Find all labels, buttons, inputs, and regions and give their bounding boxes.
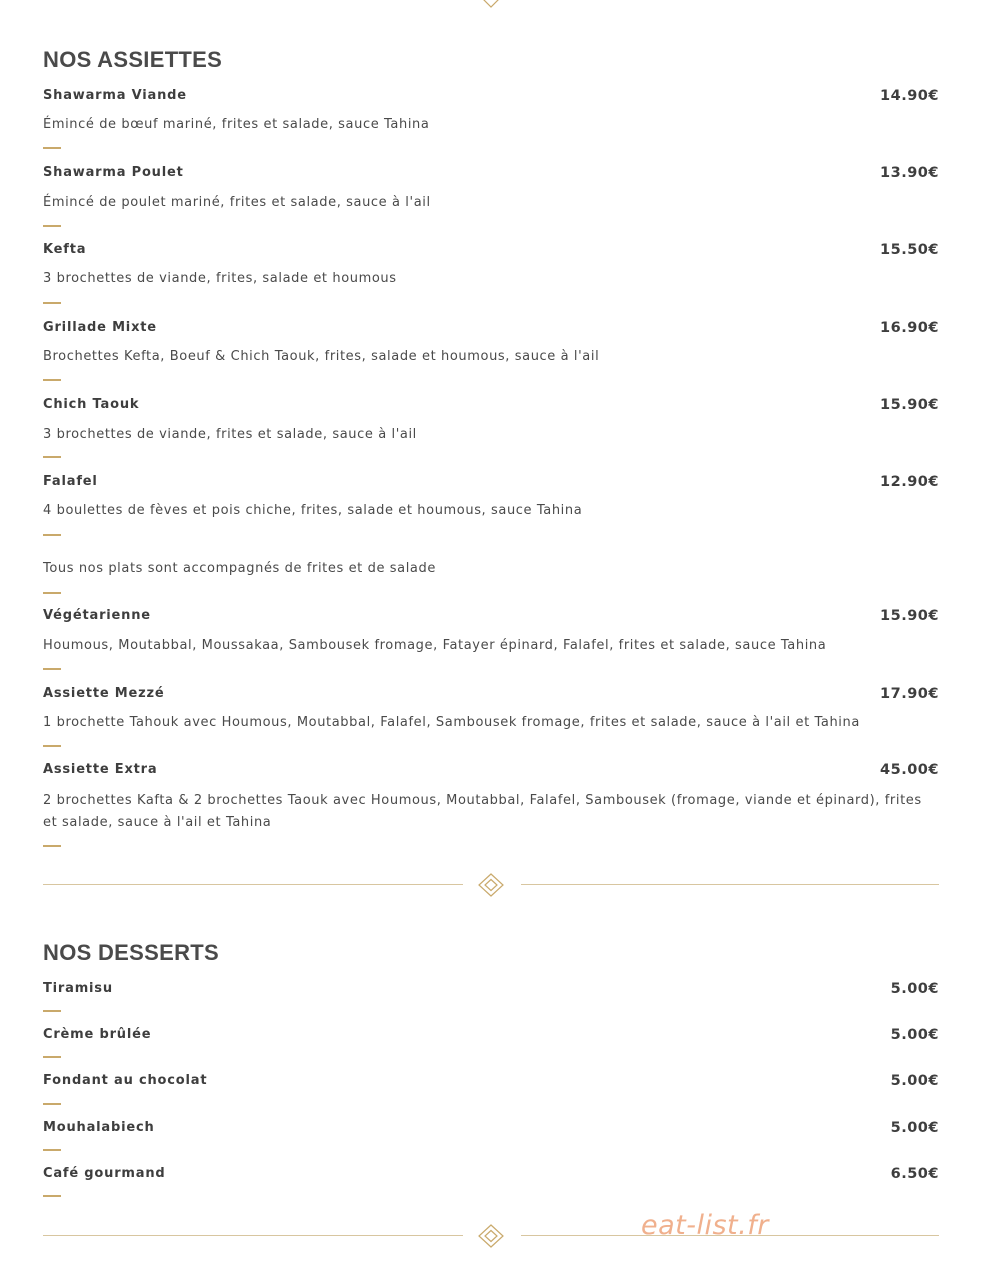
item-description: 4 boulettes de fèves et pois chiche, frites, salade et houmous, sauce Tahina <box>43 503 583 518</box>
item-price: 15.90€ <box>880 397 939 413</box>
item-price: 12.90€ <box>880 474 939 490</box>
item-separator-dash <box>43 1149 61 1151</box>
item-description: Émincé de bœuf mariné, frites et salade, sauce Tahina <box>43 117 430 132</box>
menu-item <box>43 981 939 1001</box>
item-separator-dash <box>43 1056 61 1058</box>
item-separator-dash <box>43 225 61 227</box>
menu-item <box>43 686 939 730</box>
item-description: 3 brochettes de viande, frites, salade et houmous <box>43 271 397 286</box>
watermark-text: eat-list.fr <box>641 1210 769 1241</box>
diamond-ornament-icon <box>477 873 505 897</box>
item-name: Kefta <box>43 242 87 257</box>
item-description: 1 brochette Tahouk avec Houmous, Moutabbal, Falafel, Sambousek fromage, frites et salade, sauce à l'ail et Tahina <box>43 715 860 730</box>
item-price: 45.00€ <box>880 762 939 778</box>
item-name: Assiette Extra <box>43 762 158 777</box>
item-separator-dash <box>43 845 61 847</box>
item-price: 5.00€ <box>890 1073 939 1089</box>
menu-item <box>43 474 939 518</box>
item-name: Chich Taouk <box>43 397 140 412</box>
item-price: 14.90€ <box>880 88 939 104</box>
item-separator-dash <box>43 1103 61 1105</box>
item-description: 2 brochettes Kafta & 2 brochettes Taouk avec Houmous, Moutabbal, Falafel, Sambousek (fromage, viande et épinard), frites et salade, sauce à l'ail et Tahina <box>43 793 922 830</box>
item-separator-dash <box>43 534 61 536</box>
item-name: Café gourmand <box>43 1166 166 1181</box>
item-separator-dash <box>43 592 61 594</box>
item-name: Grillade Mixte <box>43 320 157 335</box>
item-separator-dash <box>43 302 61 304</box>
item-name: Fondant au chocolat <box>43 1073 208 1088</box>
item-price: 5.00€ <box>890 1027 939 1043</box>
diamond-ornament-icon <box>481 0 501 8</box>
menu-item <box>43 1120 939 1140</box>
section-divider <box>43 873 939 897</box>
item-separator-dash <box>43 456 61 458</box>
item-name: Mouhalabiech <box>43 1120 155 1135</box>
menu-item <box>43 1166 939 1186</box>
menu-item <box>43 1027 939 1047</box>
divider-line <box>43 1235 463 1236</box>
item-price: 5.00€ <box>890 1120 939 1136</box>
section-title-desserts: NOS DESSERTS <box>43 940 219 965</box>
item-price: 6.50€ <box>890 1166 939 1182</box>
item-price: 17.90€ <box>880 686 939 702</box>
section-title-assiettes: NOS ASSIETTES <box>43 47 223 72</box>
item-description: Émincé de poulet mariné, frites et salade, sauce à l'ail <box>43 195 431 210</box>
menu-item <box>43 165 939 210</box>
item-name: Crème brûlée <box>43 1027 152 1042</box>
item-separator-dash <box>43 745 61 747</box>
item-name: Shawarma Viande <box>43 88 187 103</box>
item-name: Shawarma Poulet <box>43 165 184 180</box>
menu-item <box>43 320 939 364</box>
item-price: 16.90€ <box>880 320 939 336</box>
item-description: 3 brochettes de viande, frites et salade, sauce à l'ail <box>43 427 417 442</box>
section-divider <box>43 1224 939 1248</box>
menu-item <box>43 242 939 286</box>
item-separator-dash <box>43 1195 61 1197</box>
item-price: 15.50€ <box>880 242 939 258</box>
item-name: Végétarienne <box>43 608 151 623</box>
item-description: Tous nos plats sont accompagnés de frites et de salade <box>43 561 436 576</box>
item-name: Tiramisu <box>43 981 113 996</box>
menu-item <box>43 608 939 653</box>
menu-item <box>43 762 939 830</box>
divider-line <box>43 884 463 885</box>
section-assiettes <box>43 47 939 73</box>
menu-item <box>43 1073 939 1093</box>
item-price: 5.00€ <box>890 981 939 997</box>
menu-item <box>43 88 939 132</box>
item-price: 13.90€ <box>880 165 939 181</box>
item-name: Assiette Mezzé <box>43 686 165 701</box>
item-description: Houmous, Moutabbal, Moussakaa, Sambousek fromage, Fatayer épinard, Falafel, frites et salade, sauce Tahina <box>43 638 827 653</box>
item-name: Falafel <box>43 474 98 489</box>
divider-line <box>521 884 939 885</box>
item-separator-dash <box>43 668 61 670</box>
item-separator-dash <box>43 1010 61 1012</box>
menu-item <box>43 397 939 442</box>
section-desserts <box>43 940 939 966</box>
item-separator-dash <box>43 379 61 381</box>
item-description: Brochettes Kefta, Boeuf & Chich Taouk, frites, salade et houmous, sauce à l'ail <box>43 349 600 364</box>
item-separator-dash <box>43 147 61 149</box>
diamond-ornament-icon <box>477 1224 505 1248</box>
item-price: 15.90€ <box>880 608 939 624</box>
